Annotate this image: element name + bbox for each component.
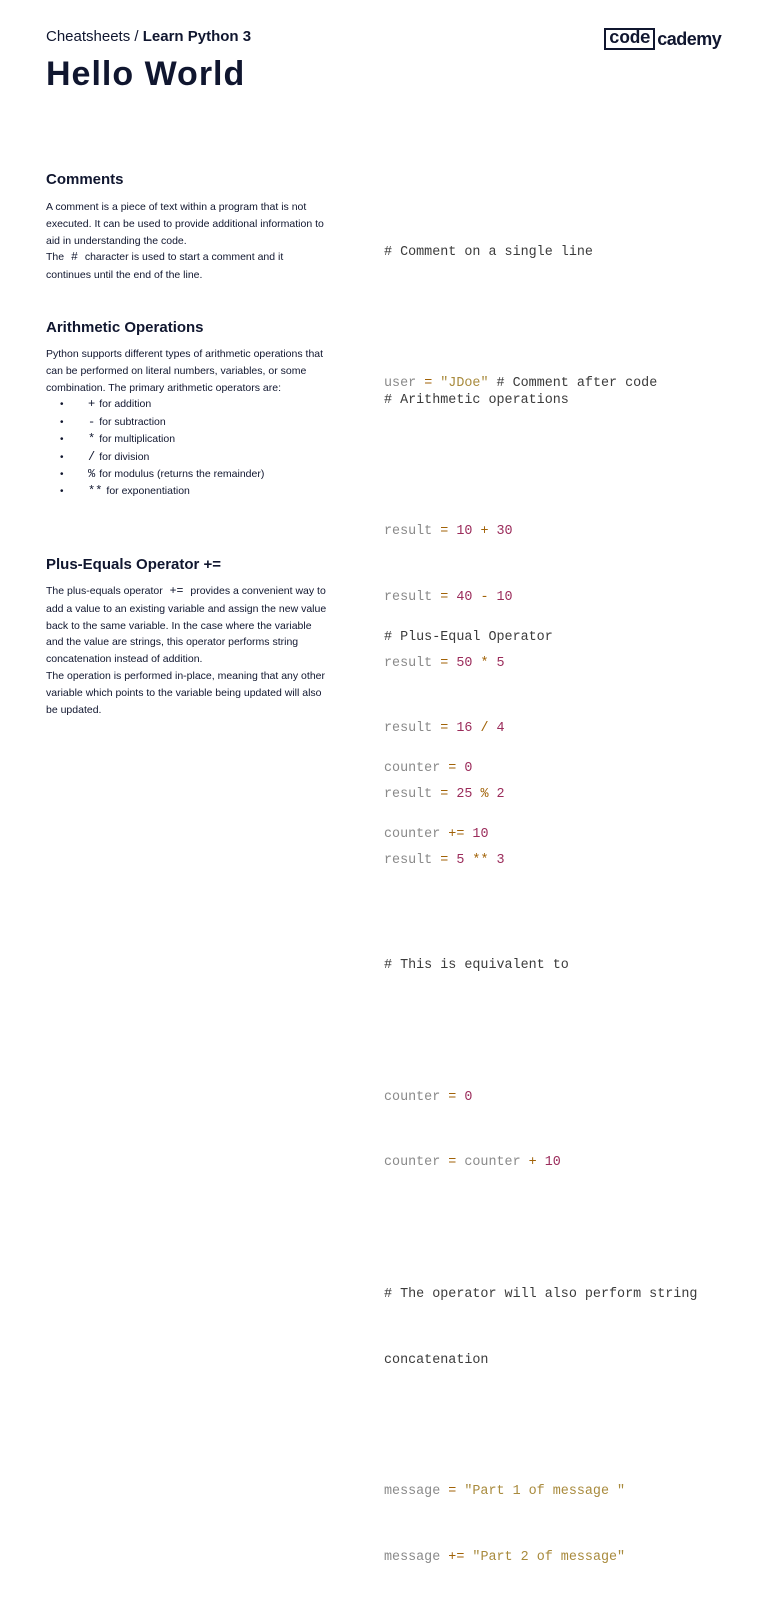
breadcrumb-current[interactable]: Learn Python 3 <box>142 28 252 45</box>
inline-code: # <box>71 251 78 265</box>
code-number: 10 <box>472 826 489 842</box>
operator-symbol: % <box>88 467 96 482</box>
code-variable: result <box>384 589 433 605</box>
section-title: Arithmetic Operations <box>46 319 204 336</box>
code-operator: = <box>432 655 457 671</box>
code-blank-line <box>384 1415 724 1437</box>
operator-symbol: * <box>88 432 96 447</box>
code-operator: = <box>432 589 457 605</box>
code-operator: - <box>472 589 497 605</box>
operator-symbol: + <box>88 397 96 412</box>
code-string: "Part 1 of message " <box>464 1483 626 1499</box>
code-line <box>384 1547 724 1569</box>
code-string: "JDoe" <box>440 376 489 392</box>
code-number: 3 <box>496 852 505 868</box>
code-variable: result <box>384 787 433 803</box>
code-blank-line <box>384 890 724 912</box>
code-operator: += <box>440 1549 473 1565</box>
operator-label: for addition <box>99 398 152 411</box>
code-operator: = <box>432 524 457 540</box>
text: provides a convenient way to add a value to an existing variable and assign the new value back to the same variable. In the case where the variable and the value are strings, this operator performs string concatenation instead of addition. <box>46 585 327 666</box>
breadcrumb-separator: / <box>130 28 143 45</box>
operator-label: for subtraction <box>99 415 166 428</box>
code-variable: result <box>384 655 433 671</box>
list-item <box>80 414 331 431</box>
code-number: 2 <box>496 787 505 803</box>
list-item <box>80 449 331 466</box>
paragraph: Python supports different types of arithmetic operations that can be performed on literal numbers, variables, or some combination. The primary arithmetic operators are: <box>46 348 324 394</box>
code-number: 16 <box>456 721 473 737</box>
code-line <box>384 758 724 780</box>
code-variable: message <box>384 1549 441 1565</box>
code-comment: # This is equivalent to <box>384 958 569 974</box>
code-comment: # Comment on a single line <box>384 244 593 260</box>
operator-label: for modulus (returns the remainder) <box>99 468 265 481</box>
breadcrumb-root[interactable]: Cheatsheets <box>46 28 131 45</box>
section-description <box>46 346 331 501</box>
inline-code: += <box>169 585 184 598</box>
code-operator: % <box>472 787 497 803</box>
code-operator: = <box>432 721 457 737</box>
paragraph: The operation is performed in-place, meaning that any other variable which points to the variable being updated will also be updated. <box>46 669 325 716</box>
code-blank-line <box>384 456 724 478</box>
operator-label: for division <box>99 450 150 463</box>
code-comment: # Arithmetic operations <box>384 392 569 408</box>
code-line <box>384 1152 724 1174</box>
code-operator: + <box>472 524 497 540</box>
list-item <box>80 431 331 448</box>
code-blank-line <box>384 1218 724 1240</box>
code-operator: = <box>432 852 457 868</box>
section-plus-equals <box>46 555 726 1565</box>
section-title: Plus-Equals Operator += <box>46 556 222 573</box>
operator-symbol: ** <box>88 484 103 499</box>
code-operator: = <box>416 376 441 392</box>
code-comment: # Plus-Equal Operator <box>384 629 553 645</box>
logo-text: cademy <box>657 29 722 49</box>
code-operator: = <box>440 1483 465 1499</box>
operator-symbol: / <box>88 449 96 464</box>
code-operator: = <box>440 1155 465 1171</box>
operator-symbol: - <box>88 414 96 429</box>
section-description <box>46 583 331 718</box>
code-operator: + <box>520 1155 545 1171</box>
list-item <box>80 466 331 483</box>
code-variable: counter <box>464 1155 521 1171</box>
code-string: "Part 2 of message" <box>472 1549 626 1565</box>
codecademy-logo[interactable] <box>604 28 721 50</box>
code-variable: counter <box>384 761 441 777</box>
code-operator: * <box>472 655 497 671</box>
code-number: 50 <box>456 655 473 671</box>
code-number: 4 <box>496 721 505 737</box>
paragraph: A comment is a piece of text within a program that is not executed. It can be used to provide additional information to aid in understanding the code. <box>46 201 324 247</box>
code-block <box>384 583 724 1612</box>
code-operator: = <box>440 1089 465 1105</box>
code-variable: user <box>384 376 417 392</box>
code-variable: result <box>384 524 433 540</box>
code-line <box>384 1481 724 1503</box>
code-variable: counter <box>384 826 441 842</box>
paragraph <box>46 583 331 668</box>
code-number: 5 <box>496 655 505 671</box>
code-number: 40 <box>456 589 473 605</box>
code-comment: # The operator will also perform string <box>384 1286 698 1302</box>
code-number: 0 <box>464 761 473 777</box>
operator-list <box>46 396 331 500</box>
code-number: 10 <box>456 524 473 540</box>
code-blank-line <box>384 693 724 715</box>
code-number: 5 <box>456 852 465 868</box>
section-title: Comments <box>46 171 124 188</box>
operator-label: for exponentiation <box>106 485 190 498</box>
text: character is used to start a comment and it continues until the end of the line. <box>46 251 284 282</box>
code-comment: concatenation <box>384 1352 489 1368</box>
code-variable: counter <box>384 1089 441 1105</box>
paragraph <box>46 249 331 284</box>
code-variable: counter <box>384 1155 441 1171</box>
section-description <box>46 199 331 284</box>
code-line <box>384 824 724 846</box>
code-number: 25 <box>456 787 473 803</box>
code-line <box>384 1087 724 1109</box>
logo-box: code <box>604 28 655 50</box>
text: The plus-equals operator <box>46 585 166 597</box>
code-operator: ** <box>464 852 497 868</box>
text: The <box>46 251 68 264</box>
page-title: Hello World <box>46 55 246 93</box>
code-operator: += <box>440 826 473 842</box>
code-variable: message <box>384 1483 441 1499</box>
breadcrumb <box>46 27 251 47</box>
code-operator: / <box>472 721 497 737</box>
code-number: 0 <box>464 1089 473 1105</box>
code-variable: result <box>384 721 433 737</box>
code-operator: = <box>432 787 457 803</box>
code-operator: = <box>440 761 465 777</box>
list-item <box>80 396 331 413</box>
code-number: 30 <box>496 524 513 540</box>
code-blank-line <box>384 1021 724 1043</box>
operator-label: for multiplication <box>99 433 176 446</box>
list-item <box>80 483 331 500</box>
code-number: 10 <box>496 589 513 605</box>
code-number: 10 <box>544 1155 561 1171</box>
code-variable: result <box>384 852 433 868</box>
code-line <box>384 521 724 543</box>
code-comment: # Comment after code <box>488 376 658 392</box>
